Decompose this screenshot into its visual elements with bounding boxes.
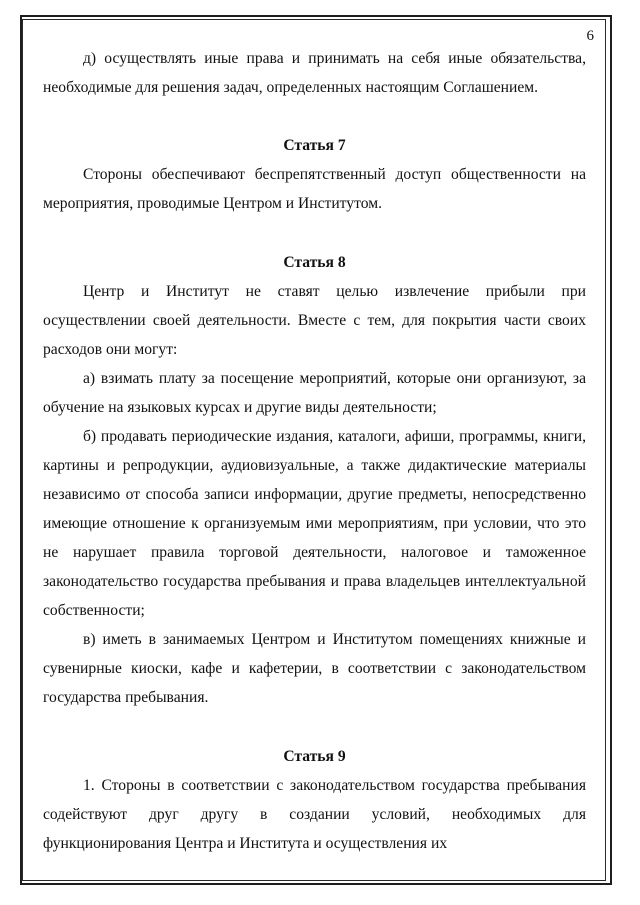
page-number: 6 xyxy=(586,28,594,44)
article-9-paragraph: 1. Стороны в соответствии с законодательством государства пребывания содействуют друг другу в создании условий, необходимых для функционирования Центра и Института и осуществления их xyxy=(43,777,586,852)
document-body xyxy=(43,44,586,858)
article-8-item-b: б) продавать периодические издания, каталоги, афиши, программы, книги, картины и репродукции, аудиовизуальные, а также дидактические материалы независимо от способа записи информации, другие предметы, непосредственно имеющие отношение к организуемым ими мероприятиям, при условии, что это не нарушает правила торговой деятельности, налоговое и таможенное законодательство государства пребывания и права владельцев интеллектуальной собственности; xyxy=(43,428,586,619)
article-7-paragraph: Стороны обеспечивают беспрепятственный доступ общественности на мероприятия, проводимые Центром и Институтом. xyxy=(43,166,586,212)
article-7-title: Статья 7 xyxy=(283,137,346,154)
article-8-title: Статья 8 xyxy=(283,254,346,271)
article-8-item-a: а) взимать плату за посещение мероприятий, которые они организуют, за обучение на языковых курсах и другие виды деятельности; xyxy=(43,370,586,416)
article-8-paragraph: Центр и Институт не ставят целью извлечение прибыли при осуществлении своей деятельности. Вместе с тем, для покрытия части своих расходов они могут: xyxy=(43,283,586,358)
paragraph-d: д) осуществлять иные права и принимать на себя иные обязательства, необходимые для решения задач, определенных настоящим Соглашением. xyxy=(43,50,586,96)
article-8-item-v: в) иметь в занимаемых Центром и Институтом помещениях книжные и сувенирные киоски, кафе и кафетерии, в соответствии с законодательством государства пребывания. xyxy=(43,631,586,706)
article-9-title: Статья 9 xyxy=(283,748,346,765)
